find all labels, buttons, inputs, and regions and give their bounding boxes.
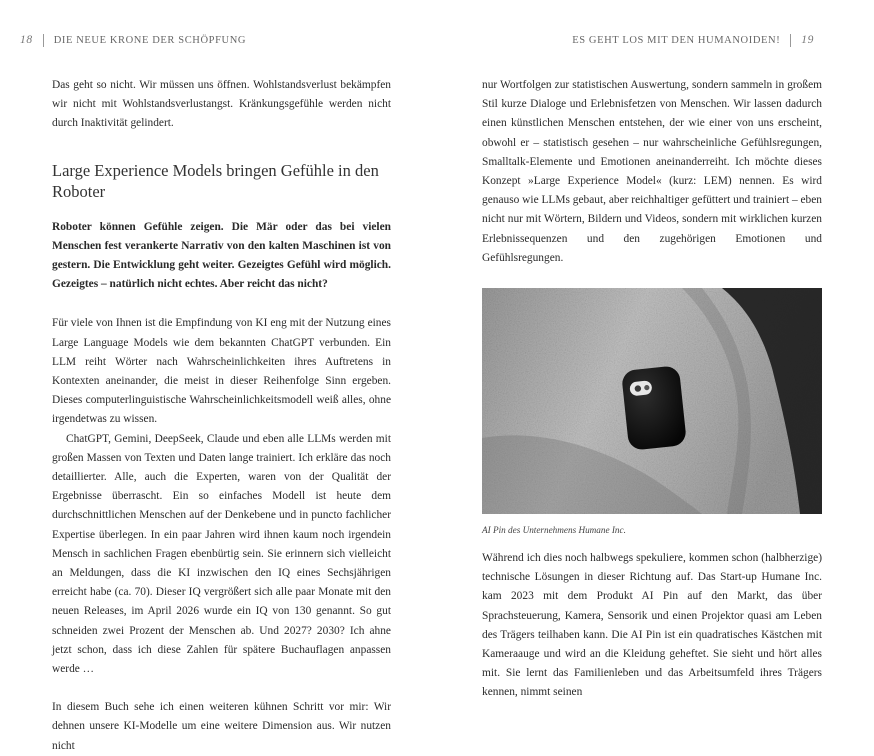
right-text-column: [482, 76, 822, 703]
right-page: [437, 0, 874, 699]
left-running-head: [20, 34, 246, 47]
right-running-head: [572, 34, 814, 47]
running-head-divider: [790, 34, 791, 47]
ai-pin-photo-illustration: [482, 288, 822, 514]
body-paragraph-2: ChatGPT, Gemini, DeepSeek, Claude und eben alle LLMs werden mit großen Massen von Texten und Daten lange trainiert. Ich erkläre das noch detaillierter. Alle, auch die Experten, waren von der Qualität der Ergebnisse überrascht. Ein so einfaches Modell ist heute dem durchschnittlichen Menschen auf der Denkebene und in puncto fachlicher Expertise überlegen. In ein paar Jahren wird ihnen kaum noch irgendein Mensch in sachlichen Fragen ebenbürtig sein. Sie erinnern sich vielleicht an Meldungen, dass die KI inzwischen den IQ eines Sechsjährigen erreicht habe (ca. 70). Dieser IQ vergrößert sich alle paar Monate mit den neuen Releases, im April 2026 wurde ein IQ von 130 genannt. So gut schneiden zwei Prozent der Menschen ab. Und 2027? 2030? Ich ahne jetzt schon, dass ich diese Zahlen für spätere Buchauflagen anpassen werde …: [52, 432, 391, 676]
lead-paragraph: Roboter können Gefühle zeigen. Die Mär oder das bei vielen Menschen fest verankerte Narrativ von den kalten Maschinen ist von gestern. Die Entwicklung geht weiter. Gezeigtes Gefühl wird möglich. Gezeigtes – natürlich nicht echtes. Aber reicht das nicht?: [52, 220, 391, 291]
left-page: [0, 0, 437, 752]
body-paragraph-4: Während ich dies noch halbwegs spekuliere, kommen schon (halbherzige) technische Lösungen in dieser Richtung auf. Das Start-up Humane Inc. kam 2023 mit dem Produkt AI Pin auf den Markt, das über Sprachsteuerung, Kamera, Sensorik und einen Projektor quasi am Leben des Trägers teilhaben kann. Die AI Pin ist ein quadratisches Kästchen mit Kameraauge und wird an die Kleidung geheftet. Sie sieht und hört alles mit. Sie lernt das Familienleben und das Arbeitsumfeld ihres Trägers kennen, nimmt seinen: [482, 552, 822, 699]
left-page-number: 18: [20, 34, 33, 46]
left-text-column: [52, 76, 391, 756]
body-paragraph-1: Für viele von Ihnen ist die Empfindung von KI eng mit der Nutzung eines Large Language Models wie dem bekannten ChatGPT verbunden. Ein LLM reiht Wörter nach Wahrscheinlichkeiten ihres Auftretens in Kontexten aneinander, die meist in dieser Reihenfolge Sinn ergeben. Dieses computerlinguistische Wahrscheinlichkeitsmodell weiß alles, ohne irgendetwas zu wissen.: [52, 317, 391, 426]
continued-paragraph: nur Wortfolgen zur statistischen Auswertung, sondern sammeln in großem Stil kurze Dialoge und Erlebnisfetzen von Menschen. Wir lassen dadurch einen künstlichen Menschen entstehen, der wie einer von uns erscheint, obwohl er – statistisch gesehen – nur wahrscheinliche Gefühlsregungen, Smalltalk-Elemente und Emotionen aneinanderreiht. Ich möchte dieses Konzept »Large Experience Model« (kurz: LEM) nennen. Es wird genauso wie LLMs gebaut, aber reichhaltiger gefüttert und trainiert – eben nicht nur mit Wörtern, Bildern und Videos, sondern mit wirklichen kurzen Erlebnissequenzen und den zugehörigen Emotionen und Gefühlsregungen.: [482, 79, 823, 264]
photo-caption: AI Pin des Unternehmens Humane Inc.: [482, 525, 626, 536]
body-paragraph-3: In diesem Buch sehe ich einen weiteren kühnen Schritt vor mir: Wir dehnen unsere KI-Modelle um eine weitere Dimension aus. Wir nutzen nicht: [52, 701, 391, 752]
section-heading: Large Experience Models bringen Gefühle in den Roboter: [52, 160, 379, 201]
right-page-number: 19: [801, 34, 814, 46]
left-running-head-title: DIE NEUE KRONE DER SCHÖPFUNG: [53, 35, 247, 46]
intro-paragraph: Das geht so nicht. Wir müssen uns öffnen. Wohlstandsverlust bekämpfen wir nicht mit Wohlstandsverlustangst. Kränkungsgefühle werden nicht durch Inaktivität gelindert.: [52, 79, 391, 130]
right-running-head-title: ES GEHT LOS MIT DEN HUMANOIDEN!: [572, 35, 781, 46]
running-head-divider: [43, 34, 44, 47]
ai-pin-photo: [482, 288, 822, 514]
ai-pin-device: [621, 365, 687, 451]
